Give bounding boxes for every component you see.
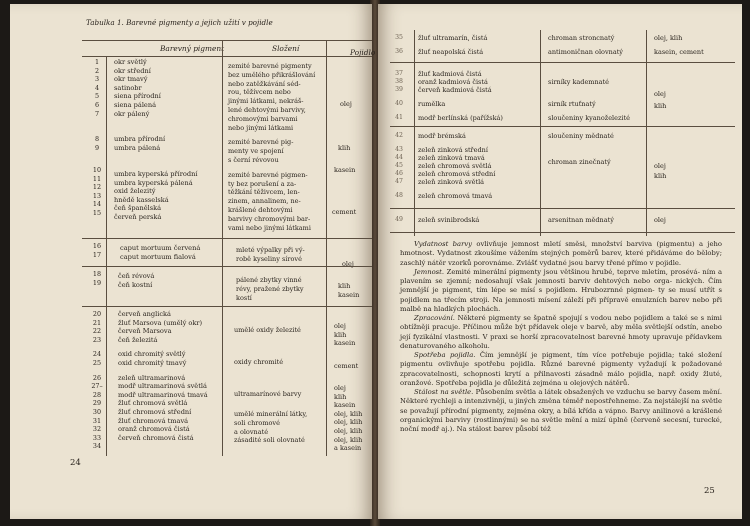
paragraph-lead: Stálost na světle. [414, 388, 474, 396]
row-number: 46 [395, 170, 403, 177]
paragraph-lead: Jemnost. [414, 267, 445, 276]
header-pigment: Barevný pigment [160, 44, 225, 53]
composition-line: umělé oxidy železité [234, 326, 301, 334]
group-rule [82, 238, 372, 239]
paragraph-lead: Vydatnost barvy [414, 240, 472, 248]
binder: olej [654, 216, 666, 224]
binder: a kasein [334, 444, 362, 453]
binder: olej [334, 384, 346, 392]
binder: olej [334, 322, 346, 330]
right-page [378, 4, 742, 519]
paragraph-text: ovlivňuje jemnost mletí směsi, množství barviva (pigmentu) a jeho hmotnost. Vydatnost zkoušíme vážením stejných poměrů barev, které přidáváme do běloby; zaschlý nátěr vzorků porovnáme. Zvlášť vydatné jsou barvy třené přímo v pojidle. [400, 240, 722, 267]
binder-block [338, 282, 359, 299]
pigment-name: zeleň zinková tmavá [418, 154, 485, 162]
number-column: 10 11 12 13 14 15 [92, 166, 102, 217]
number-column [90, 242, 104, 259]
binder: olej [654, 162, 666, 170]
pigment-name: caput mortuum červená [120, 244, 201, 252]
binder-block [334, 322, 355, 348]
row-number: 16 [92, 242, 102, 250]
body-text [400, 240, 722, 434]
table-bottom-rule [390, 232, 735, 233]
pigment-name: žluť ultramarín, čistá [418, 34, 488, 42]
pigment-name: modř ultramarinová tmavá [118, 390, 208, 399]
pigment-name: červeň kadmiová čistá [418, 86, 492, 94]
number-column [90, 270, 104, 287]
binder: cement [334, 362, 359, 370]
composition-line: nebo jinými látkami [228, 123, 294, 132]
row-number: 49 [395, 216, 403, 223]
pigment-name: umbra pálená [114, 143, 161, 152]
row-number: 25 [92, 358, 102, 367]
pigment-list [114, 58, 165, 152]
composition-line: mleté výpalky při vý- [236, 246, 305, 254]
row-number: 9 [94, 143, 100, 152]
row-number: 31 [92, 416, 102, 425]
page-number: 25 [704, 486, 715, 496]
pigment-name: žluť chromová světlá [118, 399, 188, 408]
col-divider [326, 40, 327, 456]
table-top-rule [82, 40, 372, 41]
composition-line: révy, pražené zbytky [236, 284, 304, 293]
col-divider [414, 30, 415, 236]
pigment-name: zeleň chromová střední [418, 170, 496, 178]
composition-line: zemité barevné pigmenty [228, 62, 312, 70]
paragraph-text: Působením světla a látek obsažených ve vzduchu se barvy časem mění. Některé rychleji a intenzivněji, u jiných změna téměř nepostřehneme. Za nejstálejší na světle se považují přírodní pigmenty, zejména okry, a bílá křída a vápno. Barvy anilinové a krášlené organickými barvivy (rostlinnými) se na světle mění a mizí úplně (červeně secesní, turecké, noční modř aj.). Na stálost barev působí též [400, 388, 722, 433]
composition-line: menty ve spojení [228, 147, 284, 156]
pigment-name: modř brémská [418, 132, 466, 140]
row-number: 44 [395, 154, 403, 161]
pigment-name: zeleň zinková světlá [418, 178, 485, 186]
paragraph-lead: Zpracování. [414, 314, 455, 322]
pigment-name: modř ultramarinová světlá [118, 382, 207, 391]
row-number: 2 [94, 66, 100, 75]
row-number: 21 [92, 318, 102, 327]
row-number: 26 [92, 373, 102, 382]
paragraph-text: Čím jemnější je pigment, tím více potřebuje pojidla; také složení pigmentu ovlivňuje spotřebu pojidla. Různé barevné pigmenty vyžadují k požadované zpracovatelnosti, schopnosti krytí a přilnavosti zásadně málo pojidla, např. oxidy žluté, oranžové. Spotřeba pojidla je důležitá zejména u olejových nátěrů. [400, 351, 722, 387]
composition-line: ty bez porušení a za- [228, 179, 297, 188]
composition-line: zásadité soli olovnaté [234, 436, 305, 445]
row-number: 45 [395, 162, 403, 169]
binder: klih [338, 282, 351, 290]
left-page [10, 4, 376, 519]
pigment-name: žluť neapolská čistá [418, 48, 484, 56]
binder: cement [332, 208, 357, 216]
binder: olej [654, 90, 666, 98]
col-divider [646, 30, 647, 236]
row-number: 19 [92, 278, 102, 287]
composition-line: a olovnaté [234, 427, 269, 436]
row-number: 33 [92, 433, 102, 442]
row-number: 22 [92, 327, 102, 336]
group-rule [390, 126, 735, 127]
composition-line: robě kyseliny sírové [236, 254, 302, 263]
row-number: 6 [94, 100, 100, 109]
number-column [90, 58, 104, 152]
pigment-name: siena pálená [114, 100, 157, 109]
pigment-name: zeleň svinibrodská [418, 216, 480, 224]
binder: olej, klih [334, 426, 363, 435]
binder: klih [334, 330, 347, 339]
row-number: 38 [395, 78, 403, 85]
col-divider [222, 40, 223, 456]
pigment-name: čeň révová [118, 272, 155, 280]
pigment-name: okr střední [114, 66, 151, 75]
composition-line: chroman stroncnatý [548, 34, 615, 42]
pigment-name: okr světlý [114, 58, 147, 66]
table-caption: Tabulka 1. Barevné pigmenty a jejich užití v pojidle [86, 18, 273, 27]
row-number: 3 [94, 75, 100, 84]
composition-line: sloučeniny kyanoželezité [548, 114, 630, 122]
binder: olej, klih [334, 409, 363, 418]
binder: olej, klih [334, 418, 363, 427]
group-rule [390, 62, 735, 63]
pigment-name: oranž kadmiová čistá [418, 78, 488, 86]
page-number: 24 [70, 458, 81, 468]
pigment-name: čeň železitá [118, 335, 158, 344]
pigment-name: červeň Marsova [118, 327, 172, 336]
composition-line: zemité barevné pigmen- [228, 170, 308, 179]
pigment-name: okr pálený [114, 109, 150, 118]
pigment-name: čeň kostní [118, 280, 153, 289]
row-number: 40 [395, 100, 403, 107]
row-number: 5 [94, 92, 100, 101]
composition-line: barvivy chromovými bar- [228, 214, 311, 223]
paragraph [400, 240, 722, 268]
paragraph [400, 351, 722, 388]
binder: klih [654, 172, 667, 180]
pigment-name: červeň perská [114, 212, 162, 221]
pigment-name: oxid železitý [114, 187, 156, 196]
composition-line: antimoničnan olovnatý [548, 48, 623, 56]
row-number: 27– [91, 382, 103, 391]
composition-line: s černí révovou [228, 155, 279, 164]
pigment-name: žluť chromová tmavá [118, 416, 189, 425]
col-divider [540, 30, 541, 236]
pigment-list [120, 244, 200, 261]
pigment-name: hnědě kasselská [114, 195, 169, 204]
composition-line: lené dehtovými barvivy, [228, 105, 306, 114]
row-number: 7 [94, 109, 100, 118]
pigment-name: čeň španělská [114, 204, 162, 213]
pigment-name: umbra kyperská pálená [114, 178, 193, 187]
composition-line: těžkání těživcem, len- [228, 188, 300, 197]
row-number: 20 [92, 310, 102, 318]
binder-block [334, 384, 362, 453]
binder: kasein [334, 166, 356, 174]
col-divider [106, 56, 107, 456]
binder: olej [342, 260, 354, 268]
paragraph [400, 314, 722, 351]
composition-line: umělé minerální látky, [234, 410, 308, 418]
row-number: 37 [395, 70, 403, 77]
pigment-name: zeleň zinková střední [418, 146, 488, 154]
row-number: 47 [395, 178, 403, 185]
pigment-name: zeleň chromová světlá [418, 162, 492, 170]
header-bottom-rule [82, 56, 372, 57]
composition-line: rou, těžívcem nebo [228, 88, 291, 97]
pigment-list [118, 272, 154, 289]
pigment-name: modř berlínská (pařížská) [418, 114, 503, 122]
pigment-list [114, 170, 197, 222]
header-pojidlo: Pojidlo [350, 48, 376, 57]
composition-block [236, 246, 305, 264]
pigment-list [118, 310, 208, 442]
composition-line: ultramarínové barvy [234, 390, 302, 398]
row-number: 30 [92, 407, 102, 416]
composition-line: pálené zbytky vinné [236, 276, 302, 284]
composition-block [236, 276, 304, 302]
row-number: 42 [395, 132, 403, 139]
pigment-name: červeň chromová čistá [118, 433, 194, 442]
pigment-name: siena přírodní [114, 92, 161, 101]
paragraph-text: Zemité minerální pigmenty jsou většinou hrubé, teprve mletím, prosévá- ním a plavením se zjemní; nedosahují však jemnosti barviv dehtových nebo orga- nických. Čím jemnější je pigment, tím lépe se mísí s pojidlem. Hrubozrnné pigmen- ty se musí utřít s pojidlem na třecím stroji. Na jemnosti mísení záleží při přípravě emulzních barev nebo při malbě na hladkých plochách. [400, 267, 722, 313]
row-number: 39 [395, 86, 403, 93]
pigment-name: oranž chromová čistá [118, 425, 190, 434]
composition-line: arsenitnan mědnatý [548, 216, 614, 224]
binder: olej, klih [334, 435, 363, 444]
binder: klih [334, 392, 347, 401]
composition-line: sirníky kademnaté [548, 78, 609, 86]
group-rule [390, 208, 735, 209]
composition-line: oxidy chromité [234, 358, 284, 366]
pigment-name: žluť Marsova (umělý okr) [118, 318, 203, 327]
row-number: 29 [92, 399, 102, 408]
pigment-name: zeleň chromová tmavá [418, 192, 493, 200]
row-number: 36 [395, 48, 403, 55]
composition-line: jinými látkami, nekráš- [228, 97, 304, 106]
composition-line: sloučeniny mědnaté [548, 132, 614, 140]
row-number: 1 [94, 58, 100, 66]
paragraph [400, 388, 722, 434]
row-number: 17 [92, 250, 102, 259]
binder: klih [338, 144, 351, 152]
pigment-name: caput mortuum fialová [120, 252, 196, 261]
row-number: 18 [92, 270, 102, 278]
composition-line: sirník rtuťnatý [548, 100, 596, 108]
pigment-name: umbra kyperská přírodní [114, 170, 198, 178]
pigment-name: oxid chromitý tmavý [118, 358, 187, 367]
paragraph [400, 268, 722, 314]
binder: kasein [334, 339, 356, 348]
row-number: 8 [94, 135, 100, 144]
header-slozeni: Složení [272, 44, 300, 53]
row-number: 23 [92, 335, 102, 344]
composition-line: chromovými barvami [228, 114, 298, 123]
pigment-name: umbra přírodní [114, 135, 166, 144]
row-number: 28 [92, 390, 102, 399]
row-number: 48 [395, 192, 403, 199]
composition-line: kostí [236, 293, 252, 302]
composition-line: chroman zinečnatý [548, 158, 611, 166]
composition-line: krášlené dehtovými [228, 205, 293, 214]
binder: kasein [338, 290, 360, 299]
row-number: 41 [395, 114, 403, 121]
row-number: 24 [92, 350, 102, 359]
row-number: 34 [92, 442, 102, 451]
binder: olej [340, 100, 352, 108]
pigment-name: žluť chromová střední [118, 407, 192, 416]
composition-line: soli chromové [234, 418, 280, 427]
composition-line: vami nebo jinými látkami [228, 223, 311, 232]
row-number: 43 [395, 146, 403, 153]
paragraph-lead: Spotřeba pojidla. [414, 351, 476, 359]
pigment-name: žluť kadmiová čistá [418, 70, 482, 78]
pigment-name: satinobr [114, 83, 142, 92]
binder: kasein, cement [654, 48, 704, 56]
binder: olej, klih [654, 34, 683, 42]
pigment-name: červeň anglická [118, 310, 171, 318]
number-column [90, 310, 104, 451]
group-rule [82, 266, 372, 267]
group-rule [82, 306, 372, 307]
row-number: 32 [92, 425, 102, 434]
paragraph-text: Některé pigmenty se špatně spojují s vodou nebo pojidlem a také se s nimi obtížněji pracuje. Příčinou může být přídavek oleje v barvě, aby měla světlejší odstín, anebo její fyzikální vlastnosti. V praxi se horší zpracovatelnost barevné hmoty upravuje přídavkem denaturovaného alkoholu. [400, 314, 722, 350]
row-number: 35 [395, 34, 403, 41]
composition-line: zinem, annalinem, ne- [228, 197, 301, 206]
binder: klih [654, 102, 667, 110]
composition-line: zemité barevné pig- [228, 138, 294, 147]
pigment-name: oxid chromitý světlý [118, 350, 186, 359]
pigment-name: rumělka [418, 100, 446, 108]
row-number: 4 [94, 83, 100, 92]
composition-line: nebo zatěžkávání séd- [228, 79, 301, 88]
composition-line: bez umělého přikrášlování [228, 70, 316, 79]
pigment-name: zeleň ultramarinová [118, 373, 186, 382]
binder: kasein [334, 401, 356, 410]
composition-block [234, 410, 307, 445]
pigment-name: okr tmavý [114, 75, 148, 84]
composition-block [228, 62, 315, 232]
